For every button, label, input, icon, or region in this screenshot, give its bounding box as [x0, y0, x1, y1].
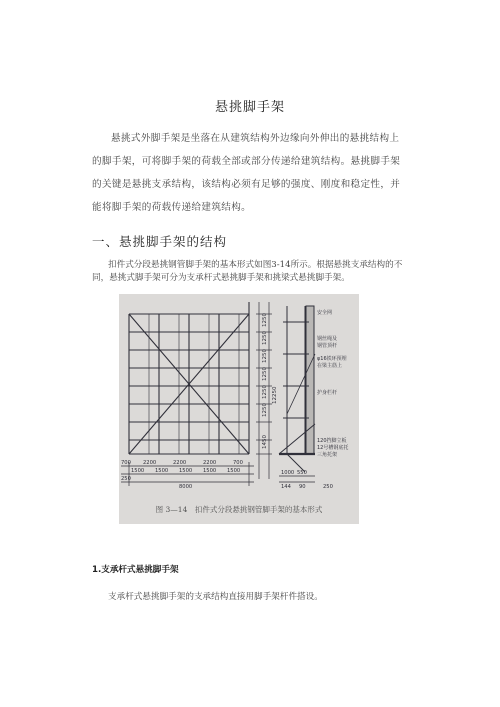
dim-right3: 250: [323, 484, 333, 490]
scaffold-side-section: [279, 306, 315, 472]
label-timber: 120挡脚立板: [317, 438, 347, 444]
page-title: 悬挑脚手架: [214, 100, 285, 115]
label-ring-2: 在梁主筋上: [317, 363, 343, 369]
subsection-heading-support-rod: 1.支承杆式悬挑脚手架: [92, 565, 179, 575]
dim-bottom2-2: 1500: [179, 468, 193, 474]
dim-right2-0: 144: [281, 484, 291, 490]
label-guardrail: 护身栏杆: [317, 390, 338, 396]
label-wire-rope-2: 钢管顶杆: [317, 343, 338, 349]
dim-bottom2-4: 1500: [227, 468, 241, 474]
dim-bottom2-0: 1500: [131, 468, 145, 474]
side-section-labels: [317, 309, 348, 458]
vert-dim-total: 12250: [272, 386, 278, 404]
vert-dim-0: 1250: [262, 313, 268, 327]
label-bracket: 三角托架: [317, 452, 338, 458]
vert-dim-3: 1250: [262, 367, 268, 381]
dim-total: 8000: [179, 484, 193, 490]
dim-bottom-1: 2200: [143, 460, 157, 466]
dim-bottom-0: 700: [121, 460, 131, 466]
dim-bottom-4: 700: [233, 460, 243, 466]
label-wire-rope: 钢丝绳及: [317, 336, 338, 342]
scaffold-frame-elevation: [129, 302, 249, 454]
vert-dim-2: 1250: [262, 349, 268, 363]
dim-left: 250: [121, 476, 131, 482]
vert-dim-5: 1250: [262, 403, 268, 417]
vert-dim-4: 1250: [262, 385, 268, 399]
label-ring: φ16铁环预埋: [317, 356, 347, 362]
dim-bottom2-1: 1500: [155, 468, 169, 474]
vert-dim-1: 1250: [262, 331, 268, 345]
dim-right-0: 1000: [281, 470, 295, 476]
section-structure-paragraph: 扣件式分段悬挑钢管脚手架的基本形式如图3-14所示。根据悬挑支承结构的不同，悬挑式脚手架可分为支承杆式悬挑脚手架和挑梁式悬挑脚手架。: [92, 260, 403, 283]
figure-3-14: [119, 294, 359, 524]
dim-bottom-2: 2200: [173, 460, 187, 466]
vert-dim-6: 1450: [262, 435, 268, 449]
figure-caption: 图 3—14 扣件式分段悬挑钢管脚手架的基本形式: [155, 505, 323, 514]
dim-bottom2-3: 1500: [203, 468, 217, 474]
intro-paragraph: 悬挑式外脚手架是坐落在从建筑结构外边缘向外伸出的悬挑结构上的脚手架，可将脚手架的荷载全部或部分传递给建筑结构。悬挑脚手架的关键是悬挑支承结构，该结构必须有足够的强度、刚度和稳定性，并能将脚手架的荷载传递给建筑结构。: [92, 133, 401, 213]
dim-bottom-3: 2200: [203, 460, 217, 466]
dim-right-1: 550: [297, 470, 307, 476]
dim-right2-1: 90: [299, 484, 306, 490]
subsection-support-rod-paragraph: 支承杆式悬挑脚手架的支承结构直接用脚手架杆件搭设。: [108, 592, 323, 602]
section-heading-structure: 一、悬挑脚手架的结构: [92, 234, 228, 249]
label-channel: 12号槽钢底托: [317, 445, 349, 451]
label-safety-net: 安全网: [317, 310, 333, 316]
